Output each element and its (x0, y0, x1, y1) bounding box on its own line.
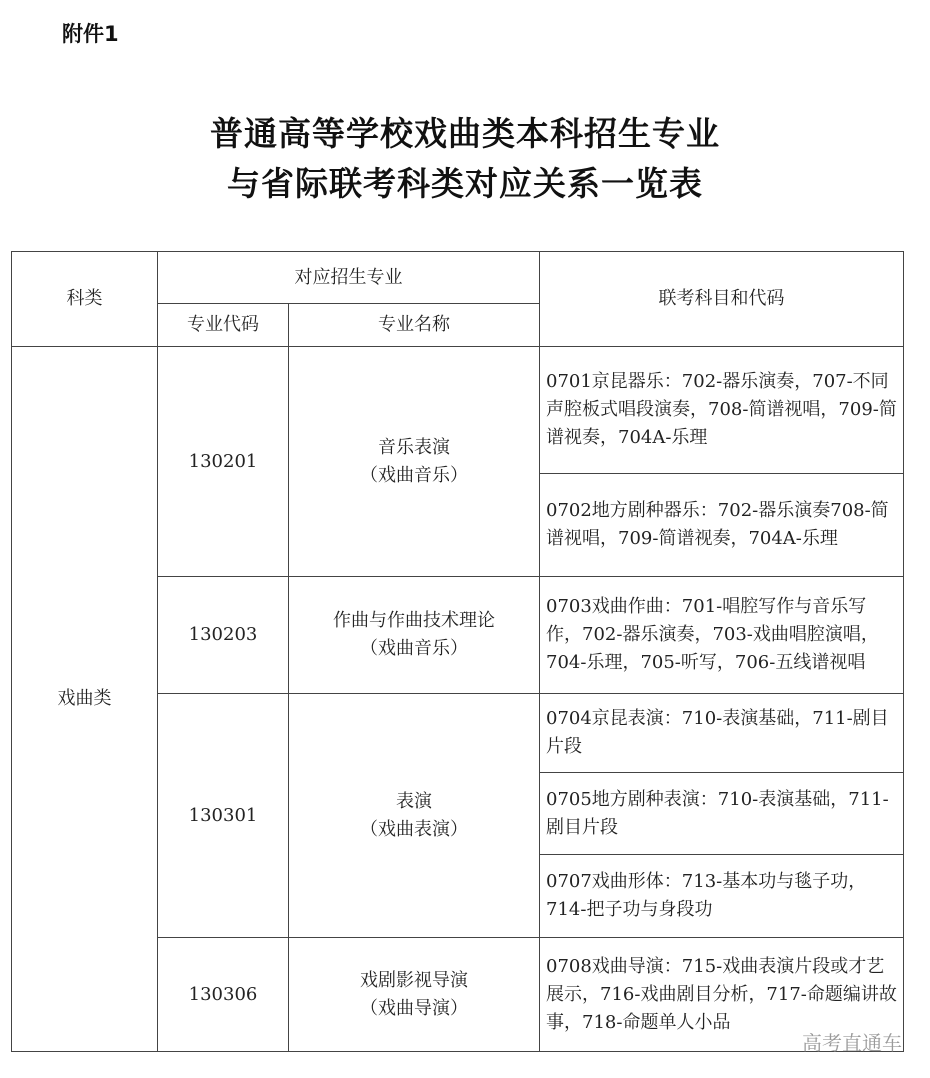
major-name: 戏剧影视导演 （戏曲导演） (288, 937, 540, 1052)
subject-cell: 0701京昆器乐：702-器乐演奏，707-不同声腔板式唱段演奏，708-简谱视唱，709-简谱视奏，704A-乐理 (539, 346, 904, 474)
header-majors: 对应招生专业 (157, 251, 540, 304)
subject-cell: 0704京昆表演：710-表演基础，711-剧目片段 (539, 693, 904, 773)
watermark: 高考直通车 (802, 1031, 902, 1055)
subject-cell: 0705地方剧种表演：710-表演基础，711-剧目片段 (539, 772, 904, 855)
subject-cell: 0708戏曲导演：715-戏曲表演片段或才艺展示，716-戏曲剧目分析，717-命题编讲故事，718-命题单人小品 (539, 937, 904, 1052)
category-cell: 戏曲类 (11, 346, 158, 1052)
attachment-label: 附件1 (62, 22, 119, 46)
title-line-2: 与省际联考科类对应关系一览表 (227, 164, 703, 203)
subject-cell: 0703戏曲作曲：701-唱腔写作与音乐写作，702-器乐演奏，703-戏曲唱腔演唱，704-乐理，705-听写，706-五线谱视唱 (539, 576, 904, 694)
header-code: 专业代码 (157, 303, 289, 347)
header-name: 专业名称 (288, 303, 540, 347)
header-category: 科类 (11, 251, 158, 347)
title-line-1: 普通高等学校戏曲类本科招生专业 (210, 114, 720, 153)
subject-cell: 0707戏曲形体：713-基本功与毯子功，714-把子功与身段功 (539, 854, 904, 938)
major-name: 音乐表演 （戏曲音乐） (288, 346, 540, 577)
header-subjects: 联考科目和代码 (539, 251, 904, 347)
major-name: 作曲与作曲技术理论 （戏曲音乐） (288, 576, 540, 694)
major-code: 130203 (157, 576, 289, 694)
major-name: 表演 （戏曲表演） (288, 693, 540, 938)
subject-cell: 0702地方剧种器乐：702-器乐演奏708-简谱视唱，709-简谱视奏，704A-乐理 (539, 473, 904, 577)
major-code: 130201 (157, 346, 289, 577)
major-code: 130306 (157, 937, 289, 1052)
major-code: 130301 (157, 693, 289, 938)
